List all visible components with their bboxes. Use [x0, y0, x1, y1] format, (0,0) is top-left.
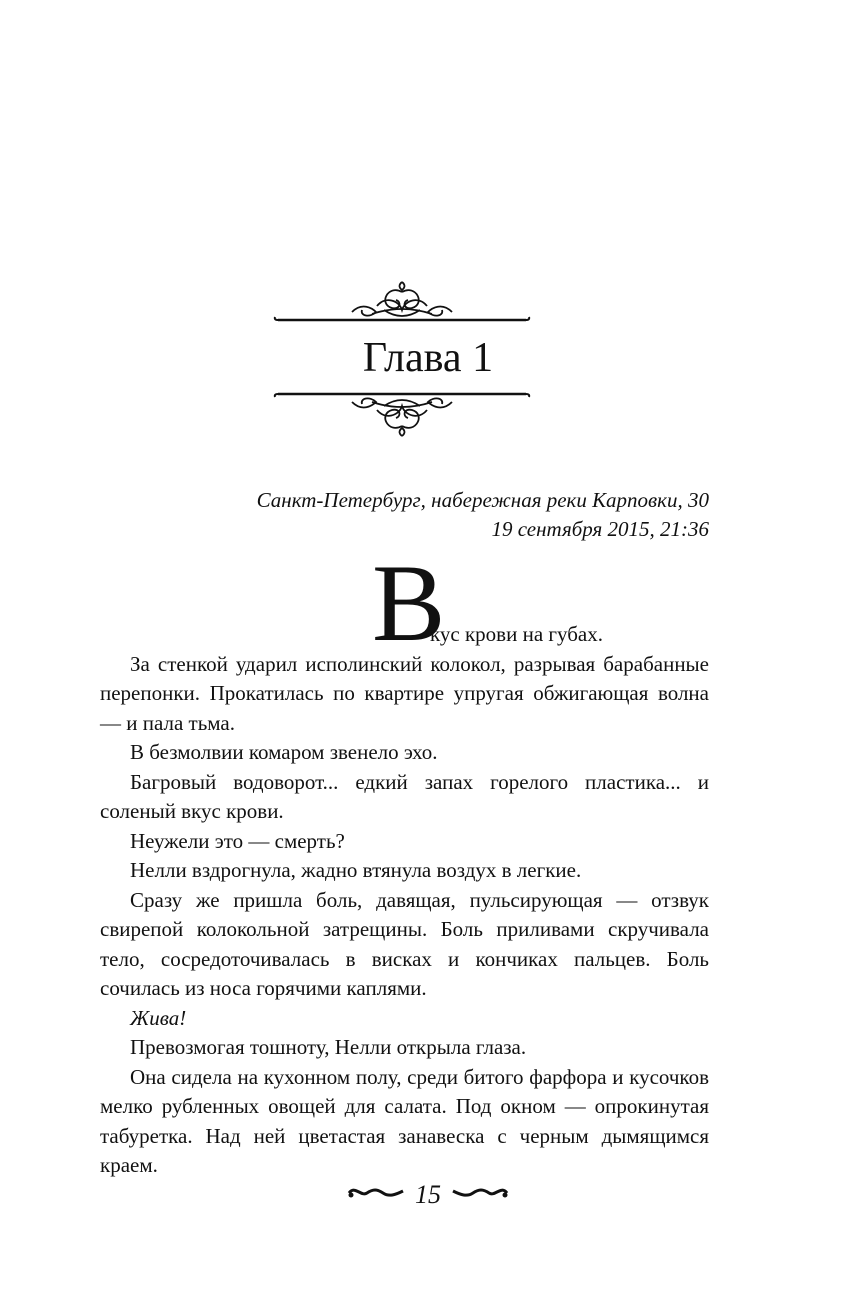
- ornament-bottom-icon: [272, 386, 532, 438]
- swash-right-icon: [451, 1185, 509, 1206]
- chapter-body: [100, 620, 709, 1181]
- ornament-top-icon: [272, 280, 532, 326]
- paragraph: кус крови на губах.: [430, 622, 603, 646]
- drop-cap: В: [372, 542, 446, 664]
- location-datetime: 19 сентября 2015, 21:36: [491, 517, 709, 541]
- chapter-title: Глава 1: [362, 335, 494, 381]
- paragraph: Превозмогая тошноту, Нелли открыла глаза.: [130, 1035, 527, 1059]
- page-number: 15: [415, 1180, 441, 1209]
- paragraph: Багровый водоворот... едкий запах горелого пластика... и соленый вкус крови.: [100, 769, 709, 823]
- paragraph: Неужели это — смерть?: [130, 828, 345, 853]
- paragraph: В безмолвии комаром звенело эхо.: [130, 740, 438, 764]
- page-footer: [0, 1180, 856, 1210]
- paragraph: Она сидела на кухонном полу, среди битого фарфора и кусочков мелко рубленных овощей для салата. Под окном — опрокинутая табуретка. Над ней цветастая занавеска с черным дымящимся краем.: [100, 1064, 709, 1177]
- location-dateline: [100, 486, 709, 544]
- paragraph: Жива!: [130, 1005, 187, 1030]
- paragraph: Сразу же пришла боль, давящая, пульсирующая — отзвук свирепой колокольной затрещины. Боль приливами скручивала тело, сосредоточивалась в висках и кончиках пальцев. Боль сочилась из носа горячими каплями.: [100, 887, 709, 1000]
- swash-left-icon: [347, 1185, 405, 1206]
- paragraph: Нелли вздрогнула, жадно втянула воздух в легкие.: [130, 858, 582, 882]
- location-address: Санкт-Петербург, набережная реки Карповки, 30: [256, 488, 709, 512]
- paragraph: За стенкой ударил исполинский колокол, разрывая барабанные перепонки. Прокатилась по квартире упругая обжигающая волна — и пала тьма.: [100, 651, 709, 735]
